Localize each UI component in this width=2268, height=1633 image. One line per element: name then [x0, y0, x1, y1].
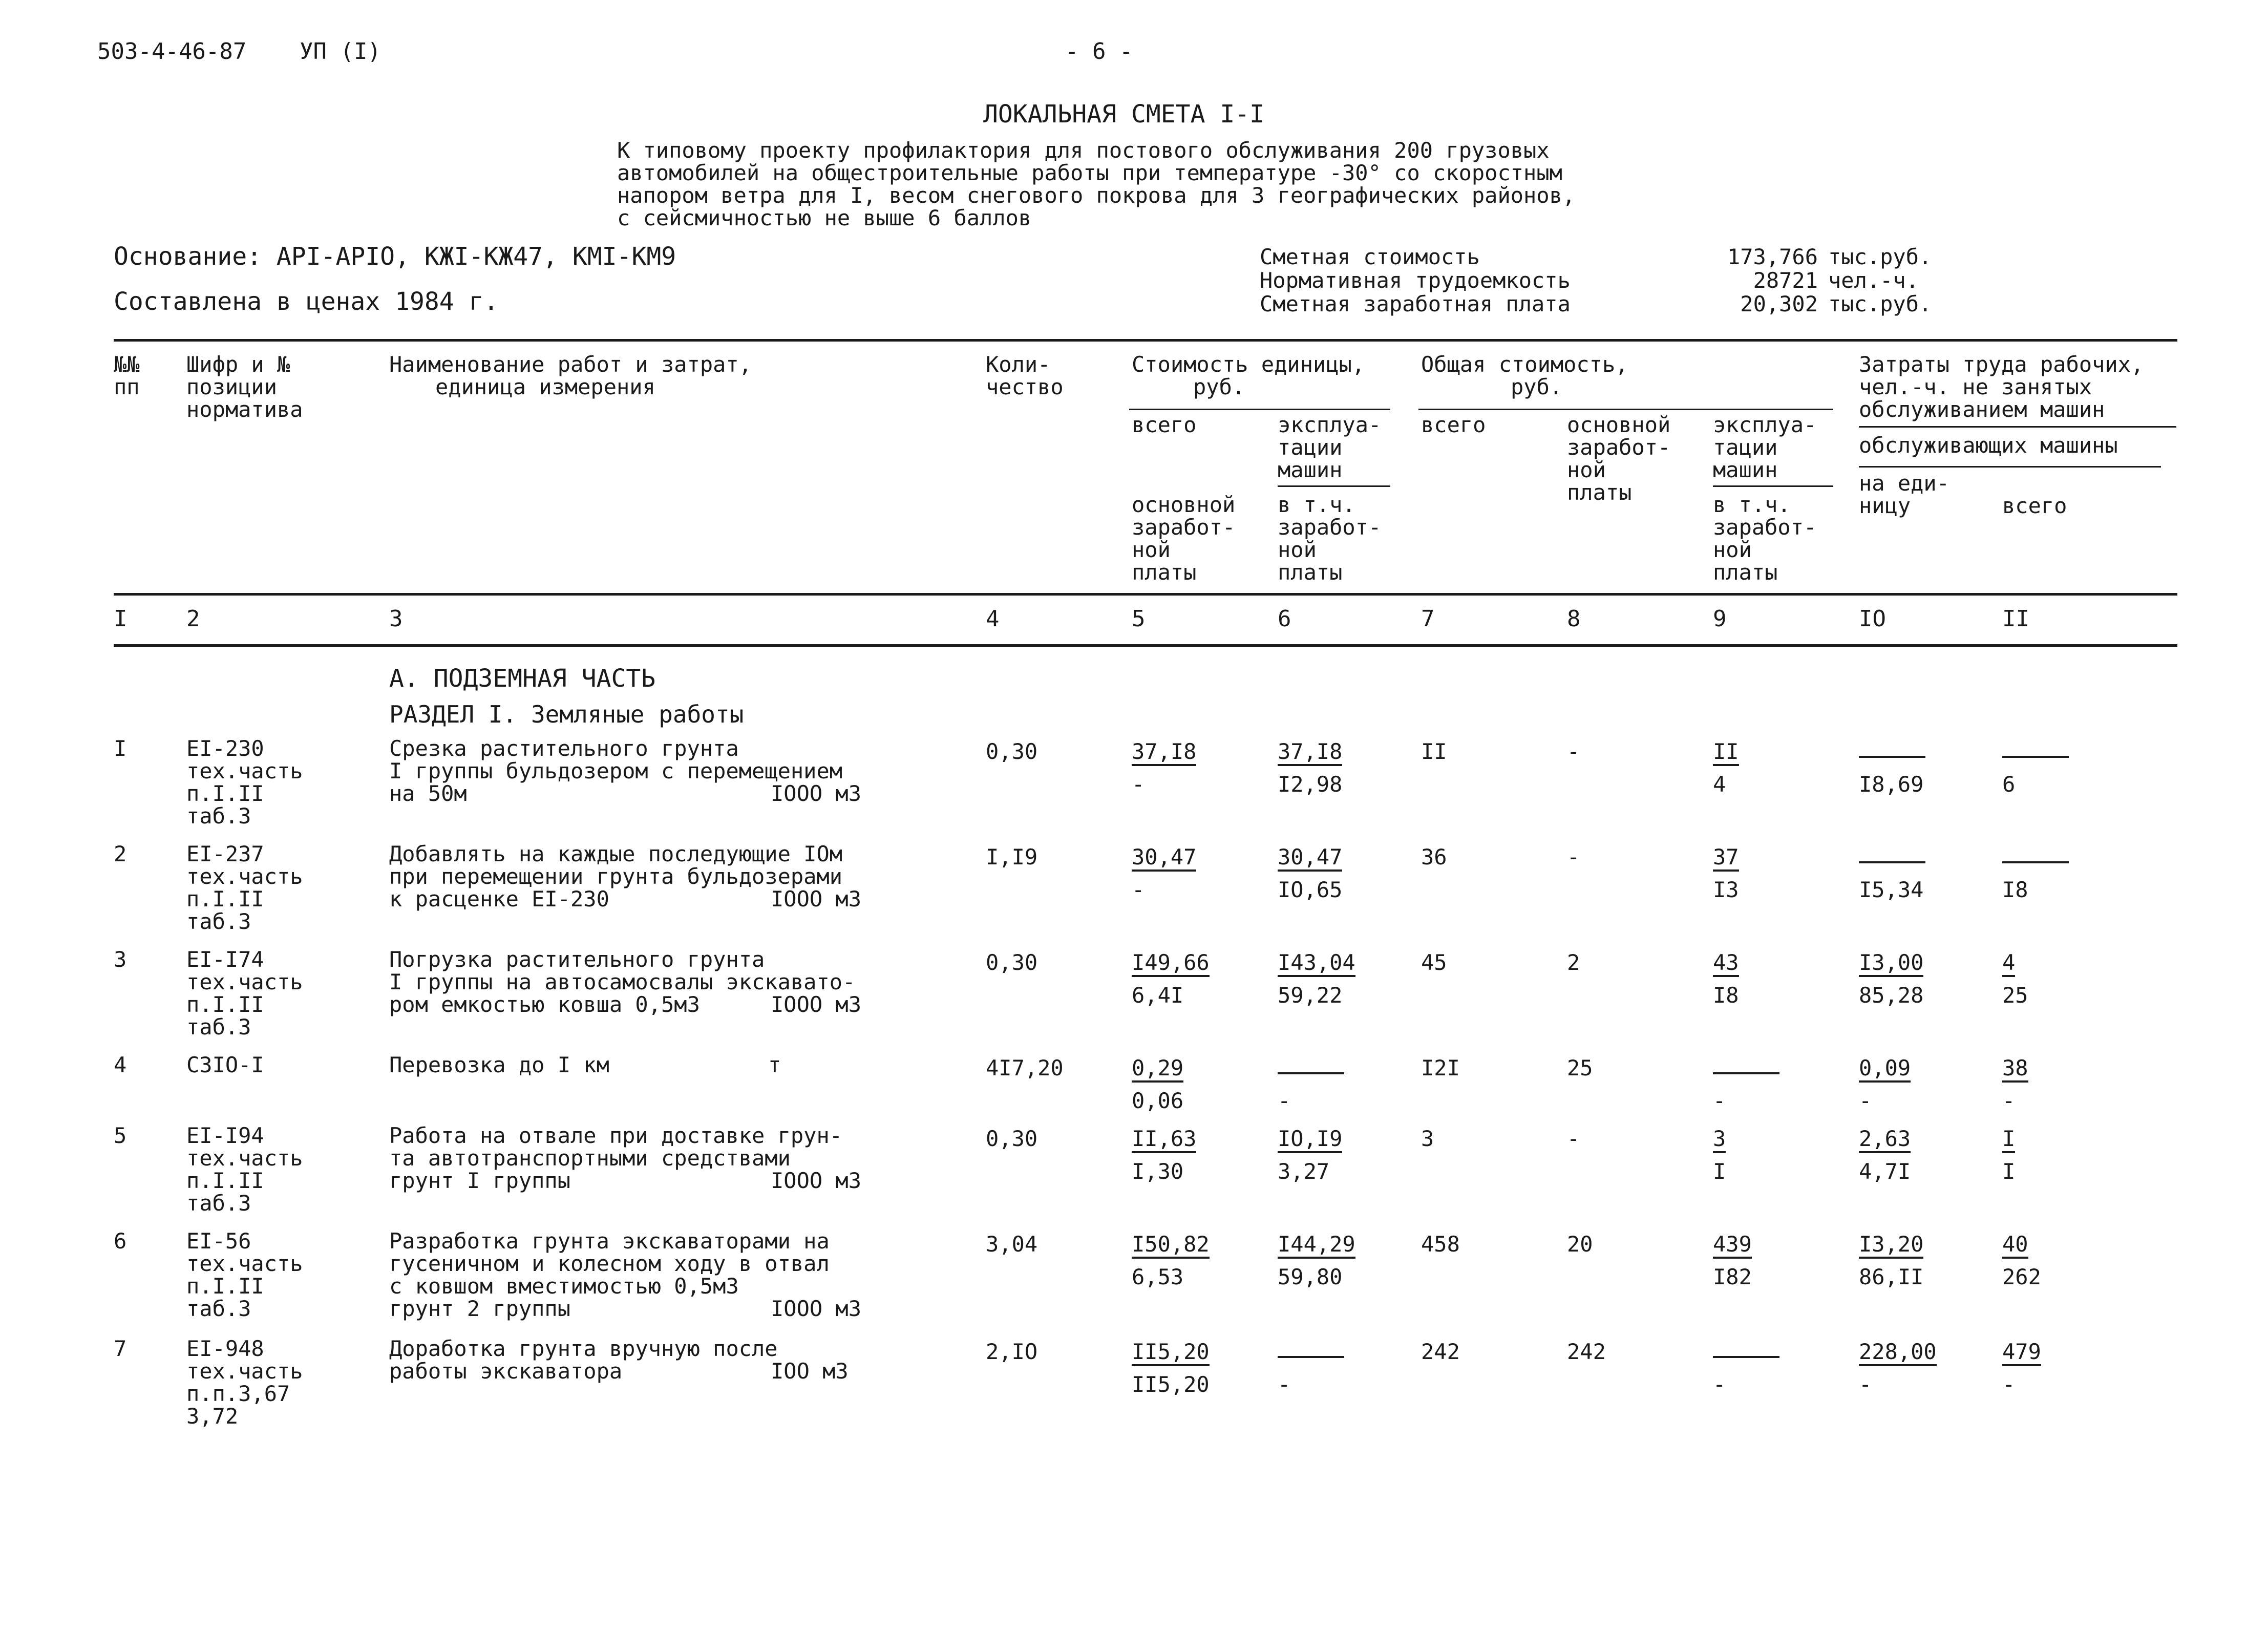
row-total-machines-dash	[1713, 1341, 1779, 1358]
row-unit-machines	[1278, 1233, 1355, 1259]
row-total-machines-wage: I8	[1713, 983, 1739, 1008]
row-labor-unit-value: 228,00	[1859, 1341, 1937, 1366]
row-quantity: 4I7,20	[986, 1055, 1064, 1080]
row-labor-unit	[1859, 1128, 1911, 1153]
row-total-machines	[1713, 1233, 1752, 1259]
row-total-machines	[1713, 1128, 1726, 1153]
row-labor-unit	[1859, 1233, 1923, 1259]
row-labor-total-value: 38	[2002, 1057, 2028, 1083]
row-labor-unit-dash	[1859, 740, 1925, 758]
column-number: I	[114, 606, 128, 632]
row-labor-unit-value: 2,63	[1859, 1128, 1911, 1153]
row-unit-machines	[1278, 1057, 1344, 1079]
row-unit-machines	[1278, 951, 1355, 977]
row-total-machines-wage: 4	[1713, 772, 1726, 797]
row-name-line: Разработка грунта экскаваторами на	[389, 1228, 830, 1254]
row-name-line: Добавлять на каждые последующие IОм	[389, 841, 843, 866]
row-unit-machines	[1278, 1128, 1342, 1153]
row-labor-total	[2002, 1233, 2028, 1259]
summary-label: Сметная заработная плата	[1260, 291, 1571, 316]
unit-cost-rule	[1129, 409, 1390, 410]
row-total-machines	[1713, 846, 1739, 872]
row-labor-total-value: 40	[2002, 1233, 2028, 1259]
document-title: ЛОКАЛЬНАЯ СМЕТА I-I	[983, 100, 1265, 129]
subtitle-line-3: напором ветра для I, весом снегового покрова для 3 географических районов,	[617, 183, 1576, 208]
column-number: 2	[186, 606, 200, 632]
summary-unit: тыс.руб.	[1828, 244, 1932, 269]
row-unit-machines-value: IО,I9	[1278, 1128, 1342, 1153]
row-unit: IООО м3	[771, 1168, 862, 1193]
row-unit: IООО м3	[771, 886, 862, 911]
row-unit-total	[1132, 846, 1196, 872]
row-number: 6	[114, 1228, 127, 1254]
row-total-machines	[1713, 1341, 1779, 1363]
row-unit-total-value: II5,20	[1132, 1341, 1210, 1366]
row-unit-wage: -	[1132, 772, 1145, 797]
row-labor-unit-b: I5,34	[1859, 877, 1924, 902]
table-top-rule	[114, 339, 2177, 342]
summary-unit: чел.-ч.	[1828, 268, 1919, 293]
page-number: - 6 -	[1065, 38, 1133, 65]
row-total: 45	[1421, 950, 1447, 975]
row-labor-total	[2002, 1128, 2015, 1153]
row-code-line: таб.3	[186, 909, 251, 934]
row-labor-unit-b: 86,II	[1859, 1264, 1924, 1289]
row-name-line: Работа на отвале при доставке грун-	[389, 1123, 843, 1148]
row-total-machines-value: 439	[1713, 1233, 1752, 1259]
row-code-line: тех.часть	[186, 758, 303, 783]
row-number: 3	[114, 947, 127, 972]
uc-machines-rule	[1278, 485, 1390, 487]
row-unit-wage: 6,4I	[1132, 983, 1184, 1008]
row-labor-total-b: I	[2002, 1159, 2016, 1184]
row-number: I	[114, 736, 127, 761]
row-labor-unit-b: 85,28	[1859, 983, 1924, 1008]
row-unit-total-value: I49,66	[1132, 951, 1210, 977]
row-number: 2	[114, 841, 127, 866]
subtitle-line-2: автомобилей на общестроительные работы при температуре -30° со скоростным	[617, 160, 1562, 185]
row-labor-total	[2002, 1057, 2028, 1083]
labor-machines-rule	[1859, 466, 2161, 468]
numbers-bottom-rule	[114, 644, 2177, 647]
row-code-line: п.I.II	[186, 781, 264, 806]
row-unit-machines-wage: -	[1278, 1088, 1291, 1113]
column-number: 9	[1713, 606, 1727, 632]
column-number: 4	[986, 606, 1000, 632]
row-total-wage: 25	[1567, 1055, 1593, 1080]
row-number: 5	[114, 1123, 127, 1148]
row-quantity: I,I9	[986, 844, 1038, 869]
row-code-line: ЕI-I74	[186, 947, 264, 972]
row-code-line: таб.3	[186, 1191, 251, 1216]
row-total-wage: 242	[1567, 1339, 1606, 1364]
row-unit-machines-wage: I2,98	[1278, 772, 1343, 797]
total-cost-rule	[1418, 409, 1833, 410]
row-unit-total	[1132, 1128, 1196, 1153]
row-unit-wage: 6,53	[1132, 1264, 1184, 1289]
row-unit: IООО м3	[771, 992, 862, 1017]
row-total-wage: 20	[1567, 1232, 1593, 1257]
row-unit-wage: 0,06	[1132, 1088, 1184, 1113]
row-unit-total	[1132, 951, 1210, 977]
row-code-line: ЕI-I94	[186, 1123, 264, 1148]
column-number: IО	[1859, 606, 1886, 632]
subtitle-line-1: К типовому проекту профилактория для постового обслуживания 200 грузовых	[617, 138, 1550, 163]
row-quantity: 2,IО	[986, 1339, 1038, 1364]
summary-value: 20,302	[1740, 291, 1818, 316]
row-code-line: тех.часть	[186, 969, 303, 994]
row-total-machines-value: 43	[1713, 951, 1739, 977]
row-unit-total-value: I50,82	[1132, 1233, 1210, 1259]
row-total-machines	[1713, 1057, 1779, 1079]
column-number: 7	[1421, 606, 1435, 632]
column-number: 6	[1278, 606, 1291, 632]
row-unit-machines-value: I43,04	[1278, 951, 1355, 977]
row-name-line: I группы бульдозером с перемещением	[389, 758, 843, 783]
row-unit-machines	[1278, 740, 1342, 766]
column-number: 5	[1132, 606, 1146, 632]
row-unit-machines-wage: 3,27	[1278, 1159, 1330, 1184]
row-code-line: ЕI-56	[186, 1228, 251, 1254]
row-name-line: работы экскаватора	[389, 1359, 623, 1384]
row-code-line: п.I.II	[186, 886, 264, 911]
row-name-line: на 50м	[389, 781, 467, 806]
basis-line: Основание: АРI-АРIО, КЖI-КЖ47, КМI-КМ9	[114, 242, 676, 271]
row-total-machines-value: II	[1713, 740, 1739, 766]
row-code-line: п.I.II	[186, 1274, 264, 1299]
column-number: II	[2002, 606, 2029, 632]
row-unit-total-value: 30,47	[1132, 846, 1196, 872]
row-labor-total	[2002, 846, 2069, 868]
row-code-line: п.п.3,67	[186, 1381, 290, 1406]
row-labor-total-b: -	[2002, 1372, 2016, 1397]
row-code-line: п.I.II	[186, 992, 264, 1017]
row-labor-total-value: 479	[2002, 1341, 2041, 1366]
row-labor-unit-b: 4,7I	[1859, 1159, 1911, 1184]
row-labor-unit-dash	[1859, 846, 1925, 863]
row-name-line: I группы на автосамосвалы экскавато-	[389, 969, 856, 994]
row-unit-total	[1132, 1057, 1183, 1083]
row-total: II	[1421, 739, 1447, 764]
row-labor-total-b: 262	[2002, 1264, 2041, 1289]
row-unit-machines	[1278, 846, 1342, 872]
summary-label: Сметная стоимость	[1260, 244, 1480, 269]
summary-value: 173,766	[1727, 244, 1818, 269]
row-labor-total-dash	[2002, 846, 2069, 863]
row-labor-total-b: I8	[2002, 877, 2028, 902]
row-total-machines	[1713, 740, 1739, 766]
row-number: 7	[114, 1336, 127, 1361]
row-name-line: к расценке ЕI-230	[389, 886, 609, 911]
row-labor-total-dash	[2002, 740, 2069, 758]
row-unit-wage: I,30	[1132, 1159, 1184, 1184]
row-labor-total-value: I	[2002, 1128, 2015, 1153]
row-total-machines	[1713, 951, 1739, 977]
column-number: 8	[1567, 606, 1581, 632]
row-code-line: ЕI-230	[186, 736, 264, 761]
row-labor-unit-value: I3,20	[1859, 1233, 1923, 1259]
row-total: 3	[1421, 1126, 1434, 1151]
subtitle-line-4: с сейсмичностью не выше 6 баллов	[617, 205, 1032, 230]
row-unit-machines-value: I44,29	[1278, 1233, 1355, 1259]
row-total-machines-dash	[1713, 1057, 1779, 1074]
summary-unit: тыс.руб.	[1828, 291, 1932, 316]
row-labor-total-value: 4	[2002, 951, 2015, 977]
row-total: I2I	[1421, 1055, 1460, 1080]
row-unit-machines-dash	[1278, 1057, 1344, 1074]
row-total: 36	[1421, 844, 1447, 869]
row-name-line: Доработка грунта вручную после	[389, 1336, 778, 1361]
row-total-machines-wage: I82	[1713, 1264, 1752, 1289]
row-name-line: гусеничном и колесном ходу в отвал	[389, 1251, 830, 1276]
row-total-machines-wage: I3	[1713, 877, 1739, 902]
doc-code: 503-4-46-87	[97, 38, 247, 65]
row-total-machines-value: 3	[1713, 1128, 1726, 1153]
row-unit: IООО м3	[771, 781, 862, 806]
prices-year: Составлена в ценах 1984 г.	[114, 287, 499, 316]
row-code-line: 3,72	[186, 1404, 239, 1429]
row-total-wage: -	[1567, 1126, 1580, 1151]
row-labor-total-b: -	[2002, 1088, 2016, 1113]
row-labor-total-b: 25	[2002, 983, 2028, 1008]
row-quantity: 0,30	[986, 950, 1038, 975]
row-code-line: таб.3	[186, 1014, 251, 1040]
row-unit: IОО м3	[771, 1359, 849, 1384]
row-name-line: ром емкостью ковша 0,5м3	[389, 992, 700, 1017]
row-labor-unit-b: -	[1859, 1372, 1872, 1397]
row-unit-total	[1132, 1341, 1210, 1366]
section-a-heading: А. ПОДЗЕМНАЯ ЧАСТЬ	[389, 664, 656, 693]
column-number: 3	[389, 606, 403, 632]
row-labor-total	[2002, 1341, 2041, 1366]
row-total-wage: -	[1567, 739, 1580, 764]
row-labor-total	[2002, 740, 2069, 763]
row-total-machines-wage: -	[1713, 1088, 1726, 1113]
row-unit-machines-wage: -	[1278, 1372, 1291, 1397]
row-quantity: 0,30	[986, 739, 1038, 764]
row-name-line: Перевозка до I км	[389, 1052, 609, 1077]
row-labor-total	[2002, 951, 2015, 977]
row-labor-unit	[1859, 951, 1923, 977]
row-code-line: ЕI-948	[186, 1336, 264, 1361]
row-labor-unit-b: I8,69	[1859, 772, 1924, 797]
row-unit: IООО м3	[771, 1296, 862, 1321]
row-unit-machines-wage: 59,22	[1278, 983, 1343, 1008]
row-total-machines-wage: I	[1713, 1159, 1726, 1184]
row-labor-total-b: 6	[2002, 772, 2016, 797]
row-total-wage: -	[1567, 844, 1580, 869]
row-number: 4	[114, 1052, 127, 1077]
row-labor-unit	[1859, 740, 1925, 763]
labor-rule	[1859, 426, 2176, 428]
row-unit-machines-value: 37,I8	[1278, 740, 1342, 766]
row-unit-total-value: 37,I8	[1132, 740, 1196, 766]
row-unit-machines-value: 30,47	[1278, 846, 1342, 872]
row-unit-machines-dash	[1278, 1341, 1344, 1358]
row-unit-wage: -	[1132, 877, 1145, 902]
header-bottom-rule	[114, 593, 2177, 596]
tc-machines-rule	[1713, 485, 1833, 487]
row-code-line: СЗIО-I	[186, 1052, 264, 1077]
row-unit-total-value: 0,29	[1132, 1057, 1183, 1083]
row-code-line: тех.часть	[186, 864, 303, 889]
row-name-line: та автотранспортными средствами	[389, 1146, 791, 1171]
row-unit: т	[768, 1052, 781, 1077]
row-labor-unit-value: 0,09	[1859, 1057, 1911, 1083]
row-total: 458	[1421, 1232, 1460, 1257]
row-name-line: с ковшом вместимостью 0,5м3	[389, 1274, 739, 1299]
row-unit-wage: II5,20	[1132, 1372, 1210, 1397]
row-total-machines-wage: -	[1713, 1372, 1726, 1397]
row-total-wage: 2	[1567, 950, 1580, 975]
row-unit-total	[1132, 740, 1196, 766]
row-unit-total	[1132, 1233, 1210, 1259]
row-labor-unit-b: -	[1859, 1088, 1872, 1113]
row-code-line: ЕI-237	[186, 841, 264, 866]
row-code-line: тех.часть	[186, 1359, 303, 1384]
row-name-line: грунт I группы	[389, 1168, 571, 1193]
row-code-line: тех.часть	[186, 1251, 303, 1276]
summary-label: Нормативная трудоемкость	[1260, 268, 1571, 293]
summary-value: 28721	[1753, 268, 1818, 293]
row-code-line: тех.часть	[186, 1146, 303, 1171]
row-name-line: Срезка растительного грунта	[389, 736, 739, 761]
row-code-line: таб.3	[186, 1296, 251, 1321]
row-code-line: таб.3	[186, 803, 251, 829]
row-code-line: п.I.II	[186, 1168, 264, 1193]
row-labor-unit-value: I3,00	[1859, 951, 1923, 977]
row-labor-unit	[1859, 1057, 1911, 1083]
album-label: УП (I)	[300, 38, 381, 65]
row-labor-unit	[1859, 1341, 1937, 1366]
row-unit-total-value: II,63	[1132, 1128, 1196, 1153]
row-name-line: Погрузка растительного грунта	[389, 947, 765, 972]
row-quantity: 0,30	[986, 1126, 1038, 1151]
row-quantity: 3,04	[986, 1232, 1038, 1257]
row-unit-machines	[1278, 1341, 1344, 1363]
section-1-heading: РАЗДЕЛ I. Земляные работы	[389, 701, 744, 728]
row-unit-machines-wage: IО,65	[1278, 877, 1343, 902]
row-total-machines-value: 37	[1713, 846, 1739, 872]
row-labor-unit	[1859, 846, 1925, 868]
row-total: 242	[1421, 1339, 1460, 1364]
row-unit-machines-wage: 59,80	[1278, 1264, 1343, 1289]
row-name-line: при перемещении грунта бульдозерами	[389, 864, 843, 889]
row-name-line: грунт 2 группы	[389, 1296, 571, 1321]
